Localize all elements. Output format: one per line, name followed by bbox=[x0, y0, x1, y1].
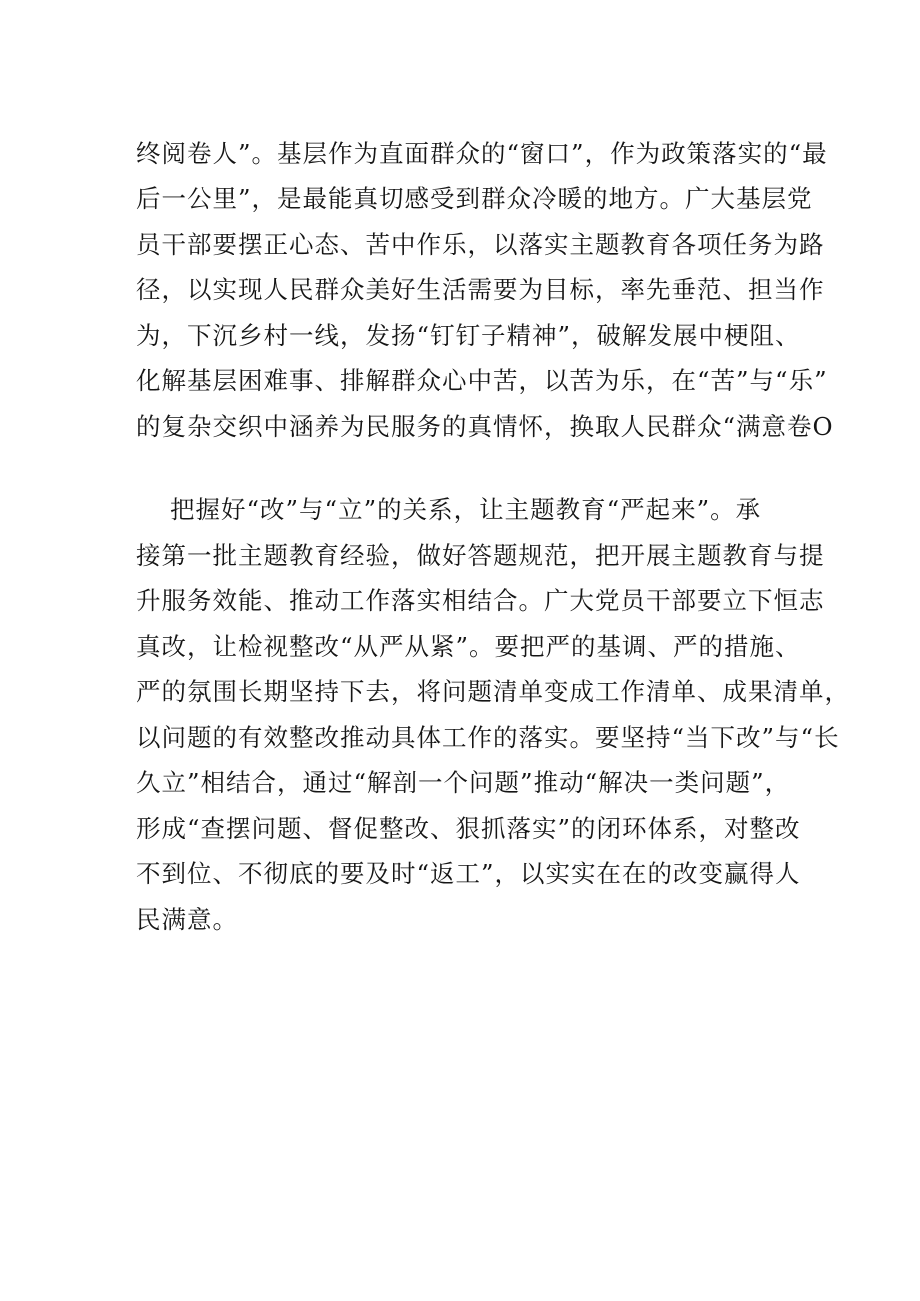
paragraph-2-line-9: 不到位、不彻底的要及时“返工”，以实实在在的改变赢得人 bbox=[136, 859, 801, 888]
paragraph-2-line-3: 升服务效能、推动工作落实相结合。广大党员干部要立下恒志 bbox=[136, 586, 825, 615]
paragraph-2-line-1: 把握好“改”与“立”的关系，让主题教育“严起来”。承 bbox=[170, 495, 762, 524]
paragraph-2-line-10: 民满意。 bbox=[136, 905, 238, 934]
paragraph-1-line-4: 径，以实现人民群众美好生活需要为目标，率先垂范、担当作 bbox=[136, 275, 825, 304]
paragraph-2-line-11 bbox=[136, 945, 786, 985]
paragraph-1-line-7: 的复杂交织中涵养为民服务的真情怀，换取人民群众“满意卷O bbox=[136, 412, 834, 441]
paragraph-1-line-1: 终阅卷人”。基层作为直面群众的“窗口”，作为政策落实的“最 bbox=[136, 139, 828, 168]
paragraph-2-line-2: 接第一批主题教育经验，做好答题规范，把开展主题教育与提 bbox=[136, 541, 825, 570]
paragraph-2-line-6: 以问题的有效整改推动具体工作的落实。要坚持“当下改”与“长 bbox=[136, 723, 840, 752]
paragraph-2-line-8: 形成“查摆问题、督促整改、狠抓落实”的闭环体系，对整改 bbox=[136, 814, 801, 843]
paragraph-1-line-5: 为，下沉乡村一线，发扬“钉钉子精神”，破解发展中梗阻、 bbox=[136, 321, 801, 350]
paragraph-2-line-4: 真改，让检视整改“从严从紧”。要把严的基调、严的措施、 bbox=[136, 632, 801, 661]
paragraph-2-line-5: 严的氛围长期坚持下去，将问题清单变成工作清单、成果清单， bbox=[136, 677, 850, 706]
paragraph-1-line-6: 化解基层困难事、排解群众心中苦，以苦为乐，在“苦”与“乐” bbox=[136, 366, 828, 395]
paragraph-2-line-7: 久立”相结合，通过“解剖一个问题”推动“解决一类问题”， bbox=[136, 768, 791, 797]
paragraph-1-line-2: 后一公里”，是最能真切感受到群众冷暖的地方。广大基层党 bbox=[136, 184, 813, 213]
paragraph-1-line-3: 员干部要摆正心态、苦中作乐，以落实主题教育各项任务为路 bbox=[136, 230, 825, 259]
